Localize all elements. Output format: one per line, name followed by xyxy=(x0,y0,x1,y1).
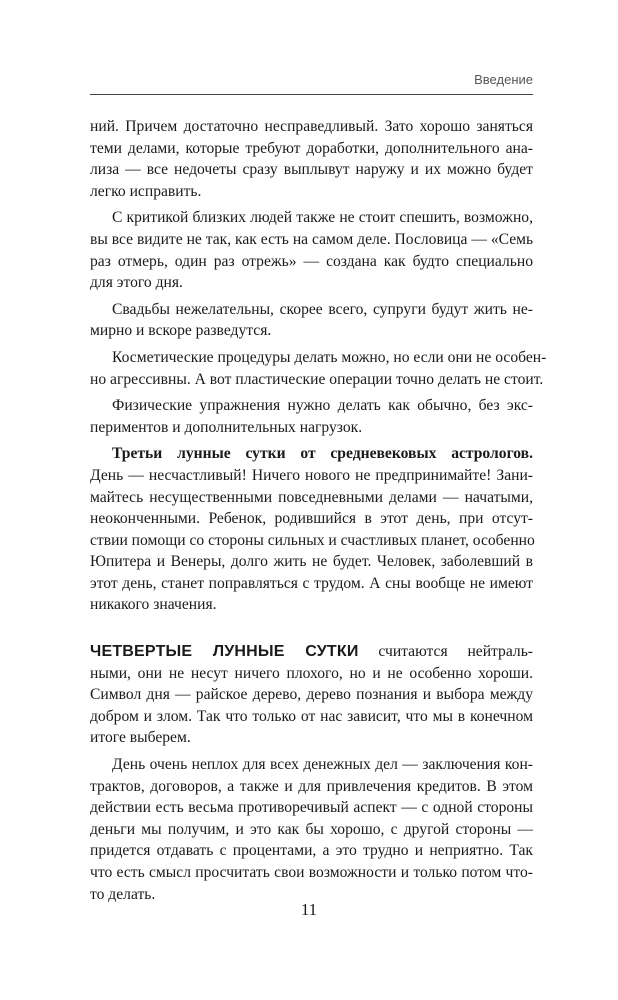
text-line xyxy=(90,641,533,663)
paragraph xyxy=(90,299,533,342)
text-line: Юпитера и Венеры, долго жить не будет. Человек, заболевший в xyxy=(90,553,533,571)
heading-tail: считаются нейтраль- xyxy=(358,643,533,661)
text-line: День очень неплох для всех денежных дел — заключения кон- xyxy=(112,756,533,774)
text-line: неоконченными. Ребенок, родившийся в этот день, при отсут- xyxy=(90,510,533,528)
section-gap xyxy=(90,621,533,641)
chapter-title: Введение xyxy=(474,72,533,87)
text-line: С критикой близких людей также не стоит спешить, возможно, xyxy=(112,209,533,227)
text-line: для этого дня. xyxy=(90,274,183,292)
text-line: никакого значения. xyxy=(90,596,217,614)
text-line: раз отмерь, один раз отрежь» — создана как будто специально xyxy=(90,252,533,270)
running-header xyxy=(90,68,533,95)
text-line: лиза — все недочеты сразу выплывут наружу и их можно будет xyxy=(90,161,533,179)
text-line: деньги мы получим, и это как бы хорошо, с другой стороны — xyxy=(90,820,533,838)
text-line: придется отдавать с процентами, а это трудно и неприятно. Так xyxy=(90,842,533,860)
text-line: что есть смысл просчитать свои возможности и только потом что- xyxy=(90,864,533,881)
text-line: но агрессивны. А вот пластические операции точно делать не стоит. xyxy=(90,370,544,388)
text-line: мирно и вскоре разведутся. xyxy=(90,322,272,340)
text-line: теми делами, которые требуют доработки, дополнительного ана- xyxy=(90,139,533,157)
paragraph xyxy=(90,443,533,616)
text-line: майтесь несущественными повседневными делами — начатыми, xyxy=(90,488,533,506)
text-line: ствии помощи со стороны сильных и счастливых планет, особенно xyxy=(90,531,535,549)
text-line: Косметические процедуры делать можно, но если они не особен- xyxy=(112,348,547,366)
section-heading: ЧЕТВЕРТЫЕ ЛУННЫЕ СУТКИ xyxy=(90,643,359,661)
text-line: легко исправить. xyxy=(90,182,202,200)
paragraph xyxy=(90,754,533,905)
text-line: вы все видите не так, как есть на самом деле. Пословица — «Семь xyxy=(90,230,534,248)
page-number: 11 xyxy=(300,900,318,919)
text-line: добром и злом. Так что только от нас зависит, что мы в конечном xyxy=(90,707,533,725)
paragraph xyxy=(90,395,533,438)
text-line: итоге выберем. xyxy=(90,729,191,747)
text-line: Физические упражнения нужно делать как обычно, без экс- xyxy=(112,397,533,415)
text-line: ний. Причем достаточно несправедливый. Зато хорошо заняться xyxy=(90,118,533,135)
text-line: периментов и дополнительных нагрузок. xyxy=(90,418,363,436)
text-line: трактов, договоров, а также и для привлечения кредитов. В этом xyxy=(90,777,533,795)
text-line: Свадьбы нежелательны, скорее всего, супруги будут жить не- xyxy=(112,300,533,318)
paragraph xyxy=(90,347,547,390)
bold-lead: Третьи лунные сутки от средневековых астрологов. xyxy=(112,445,533,463)
text-line: Символ дня — райское дерево, дерево познания и выбора между xyxy=(90,686,533,704)
body-text xyxy=(90,116,547,910)
text-line: День — несчастливый! Ничего нового не предпринимайте! Зани- xyxy=(90,466,533,484)
paragraph xyxy=(90,116,533,202)
text-line: ными, они не несут ничего плохого, но и не особенно хороши. xyxy=(90,664,533,682)
paragraph xyxy=(90,207,533,293)
text-line: действии есть весьма противоречивый аспект — с одной стороны xyxy=(90,799,533,817)
text-line: то делать. xyxy=(90,885,156,903)
text-line xyxy=(90,443,533,465)
paragraph xyxy=(90,641,533,749)
text-line: этот день, станет поправляться с трудом. А сны вообще не имеют xyxy=(90,574,533,592)
